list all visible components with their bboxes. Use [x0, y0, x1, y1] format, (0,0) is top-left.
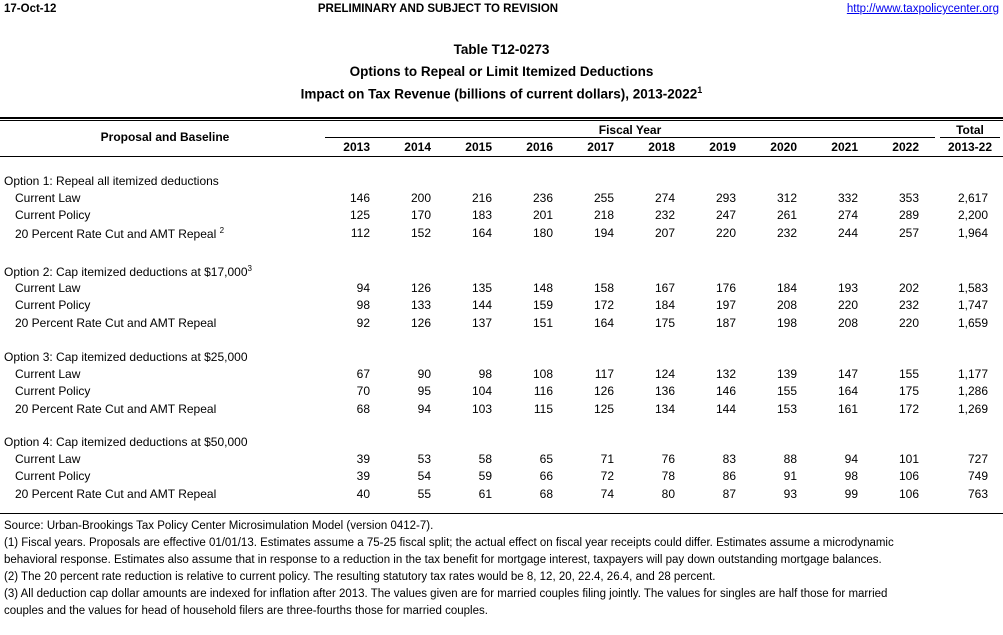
- table-cell: 98: [356, 298, 370, 312]
- table-cell: 155: [898, 367, 919, 381]
- option-title-text: Option 3: Cap itemized deductions at $25,000: [4, 350, 248, 364]
- table-cell: 91: [783, 469, 797, 483]
- table-cell: 175: [898, 384, 919, 398]
- table-cell: 144: [715, 402, 736, 416]
- table-cell: 94: [356, 281, 370, 295]
- row-label: [15, 384, 90, 398]
- status-note: PRELIMINARY AND SUBJECT TO REVISION: [317, 3, 559, 15]
- total-range-header: 2013-22: [947, 140, 993, 154]
- table-cell: 208: [776, 298, 797, 312]
- option-title-text: Option 2: Cap itemized deductions at $17,000: [4, 265, 248, 279]
- year-header: 2018: [648, 140, 675, 154]
- table-cell: 125: [593, 402, 614, 416]
- table-cell: 117: [594, 367, 614, 381]
- year-header: 2021: [831, 140, 858, 154]
- table-cell: 170: [410, 208, 431, 222]
- footnote-line: couples and the values for head of household filers are three-fourths those for married couples.: [4, 605, 488, 617]
- row-label-text: Current Law: [15, 367, 81, 381]
- table-cell: 126: [593, 384, 614, 398]
- table-cell: 80: [661, 487, 675, 501]
- table-cell: 106: [898, 469, 919, 483]
- table-cell: 40: [356, 487, 370, 501]
- row-label: [15, 469, 90, 483]
- table-cell: 76: [661, 452, 675, 466]
- table-cell: 147: [837, 367, 858, 381]
- table-cell: 207: [654, 226, 675, 240]
- table-cell: 67: [356, 367, 370, 381]
- table-cell: 289: [898, 208, 919, 222]
- table-cell: 208: [837, 316, 858, 330]
- table-cell: 159: [532, 298, 553, 312]
- table-cell: 184: [776, 281, 797, 295]
- table-cell: 126: [410, 281, 431, 295]
- option-title: [4, 350, 248, 364]
- year-header: 2015: [465, 140, 492, 154]
- table-cell: 261: [776, 208, 797, 222]
- row-label: [15, 208, 90, 222]
- table-cell: 172: [898, 402, 919, 416]
- table-cell: 293: [715, 191, 736, 205]
- table-cell: 65: [539, 452, 553, 466]
- table-cell: 87: [722, 487, 736, 501]
- header-bottom-rule: [0, 156, 1003, 157]
- bottom-rule: [0, 513, 1003, 514]
- table-cell: 95: [417, 384, 431, 398]
- table-cell: 201: [532, 208, 553, 222]
- footnote-line: (3) All deduction cap dollar amounts are indexed for inflation after 2013. The values given are for married couples filing jointly. The values for singles are half those for married: [4, 588, 888, 600]
- table-cell-total: 727: [967, 452, 988, 466]
- row-label-text: 20 Percent Rate Cut and AMT Repeal: [15, 227, 217, 241]
- table-cell: 232: [654, 208, 675, 222]
- table-cell: 126: [410, 316, 431, 330]
- table-cell: 112: [350, 226, 370, 240]
- table-cell: 151: [532, 316, 553, 330]
- table-cell: 198: [776, 316, 797, 330]
- table-cell: 106: [898, 487, 919, 501]
- table-cell: 183: [471, 208, 492, 222]
- table-cell: 53: [417, 452, 431, 466]
- year-header: 2013: [343, 140, 370, 154]
- year-header: 2020: [770, 140, 797, 154]
- table-cell-total: 1,583: [957, 281, 988, 295]
- row-label: [15, 298, 90, 312]
- table-cell: 92: [356, 316, 370, 330]
- table-cell: 274: [654, 191, 675, 205]
- table-title: Options to Repeal or Limit Itemized Deductions: [349, 64, 654, 79]
- table-cell: 220: [837, 298, 858, 312]
- table-cell: 161: [837, 402, 858, 416]
- table-cell: 133: [410, 298, 431, 312]
- table-cell: 39: [356, 469, 370, 483]
- table-cell: 152: [410, 226, 431, 240]
- row-label: [15, 402, 216, 416]
- table-subtitle: [0, 85, 1003, 102]
- table-cell: 68: [539, 487, 553, 501]
- table-cell: 197: [715, 298, 736, 312]
- table-cell: 218: [593, 208, 614, 222]
- table-cell: 135: [471, 281, 492, 295]
- table-cell: 220: [898, 316, 919, 330]
- table-cell: 66: [539, 469, 553, 483]
- table-cell-total: 1,286: [957, 384, 988, 398]
- footnote-line: Source: Urban-Brookings Tax Policy Center Microsimulation Model (version 0412-7).: [4, 520, 434, 532]
- table-cell: 136: [654, 384, 675, 398]
- total-header-rule: [940, 137, 1000, 138]
- row-footnote-ref: 2: [219, 226, 225, 235]
- row-label-text: 20 Percent Rate Cut and AMT Repeal: [15, 402, 217, 416]
- fiscal-year-header: Fiscal Year: [598, 123, 662, 137]
- row-label-text: 20 Percent Rate Cut and AMT Repeal: [15, 316, 217, 330]
- table-cell: 139: [776, 367, 797, 381]
- table-cell: 164: [837, 384, 858, 398]
- table-cell: 86: [722, 469, 736, 483]
- table-cell: 184: [654, 298, 675, 312]
- table-cell: 70: [356, 384, 370, 398]
- row-label: [15, 487, 216, 501]
- table-cell: 103: [471, 402, 492, 416]
- table-cell-total: 1,177: [957, 367, 988, 381]
- table-cell: 83: [722, 452, 736, 466]
- table-cell: 148: [532, 281, 553, 295]
- table-cell: 257: [898, 226, 919, 240]
- table-cell: 74: [600, 487, 614, 501]
- row-label: [15, 367, 80, 381]
- table-cell-total: 749: [967, 469, 988, 483]
- table-cell: 101: [898, 452, 919, 466]
- table-cell: 125: [349, 208, 370, 222]
- table-cell: 99: [844, 487, 858, 501]
- row-label-text: Current Law: [15, 191, 81, 205]
- option-title: [4, 174, 219, 188]
- table-cell: 158: [593, 281, 614, 295]
- option-title-text: Option 4: Cap itemized deductions at $50,000: [4, 435, 248, 449]
- table-cell: 98: [844, 469, 858, 483]
- table-cell: 247: [715, 208, 736, 222]
- row-label: [15, 191, 80, 205]
- year-header: 2019: [709, 140, 736, 154]
- row-label-text: Current Policy: [15, 208, 91, 222]
- row-label: [15, 281, 80, 295]
- top-rule: [0, 117, 1003, 119]
- table-cell: 200: [410, 191, 431, 205]
- table-cell: 216: [471, 191, 492, 205]
- table-cell: 58: [478, 452, 492, 466]
- table-cell: 71: [600, 452, 614, 466]
- table-cell: 124: [654, 367, 675, 381]
- website-link[interactable]: http://www.taxpolicycenter.org: [846, 3, 999, 15]
- table-id: Table T12-0273: [453, 42, 550, 57]
- table-cell: 93: [783, 487, 797, 501]
- table-cell: 202: [898, 281, 919, 295]
- table-cell-total: 1,269: [957, 402, 988, 416]
- table-cell-total: 763: [967, 487, 988, 501]
- fiscal-year-rule: [325, 137, 935, 138]
- table-cell-total: 1,747: [957, 298, 988, 312]
- table-cell: 108: [532, 367, 553, 381]
- footnote-line: (1) Fiscal years. Proposals are effective 01/01/13. Estimates assume a 75-25 fiscal split; the actual effect on fiscal year receipts could differ. Estimates assume a microdynamic: [4, 537, 894, 549]
- table-cell: 155: [776, 384, 797, 398]
- table-cell: 255: [593, 191, 614, 205]
- table-cell: 146: [715, 384, 736, 398]
- top-rule-thin: [0, 120, 1003, 121]
- table-cell: 144: [471, 298, 492, 312]
- table-cell: 132: [715, 367, 736, 381]
- table-cell: 137: [471, 316, 492, 330]
- table-cell: 274: [837, 208, 858, 222]
- option-title: [4, 435, 248, 449]
- table-cell: 175: [654, 316, 675, 330]
- table-cell: 54: [417, 469, 431, 483]
- row-label-text: Current Law: [15, 452, 81, 466]
- table-cell: 72: [600, 469, 614, 483]
- row-label-text: 20 Percent Rate Cut and AMT Repeal: [15, 487, 217, 501]
- table-cell: 55: [417, 487, 431, 501]
- year-header: 2014: [404, 140, 431, 154]
- option-title: [4, 264, 252, 279]
- row-label: [15, 226, 224, 241]
- table-cell: 180: [532, 226, 553, 240]
- table-cell: 312: [776, 191, 797, 205]
- table-cell: 98: [478, 367, 492, 381]
- subtitle-footnote-ref: 1: [697, 85, 703, 95]
- table-cell: 232: [898, 298, 919, 312]
- total-header: Total: [956, 123, 984, 137]
- footnote-line: behavioral response. Estimates also assume that in response to a reduction in the tax benefit for mortgage interest, taxpayers will pay down outstanding mortgage balances.: [4, 554, 882, 566]
- table-cell: 176: [715, 281, 736, 295]
- table-cell: 193: [837, 281, 858, 295]
- table-cell-total: 1,964: [957, 226, 988, 240]
- table-cell: 164: [593, 316, 614, 330]
- table-cell: 172: [593, 298, 614, 312]
- table-subtitle-text: Impact on Tax Revenue (billions of current dollars), 2013-2022: [300, 86, 698, 102]
- year-header: 2017: [587, 140, 614, 154]
- row-label-text: Current Law: [15, 281, 81, 295]
- table-cell: 78: [661, 469, 675, 483]
- row-label-text: Current Policy: [15, 469, 91, 483]
- table-cell-total: 2,617: [957, 191, 988, 205]
- footnote-line: (2) The 20 percent rate reduction is relative to current policy. The resulting statutory tax rates would be 8, 12, 20, 22.4, 26.4, and 28 percent.: [4, 571, 716, 583]
- proposal-header: Proposal and Baseline: [100, 130, 230, 144]
- table-cell: 164: [471, 226, 492, 240]
- table-cell: 236: [532, 191, 553, 205]
- table-cell: 59: [478, 469, 492, 483]
- table-cell-total: 1,659: [957, 316, 988, 330]
- table-cell: 61: [478, 487, 492, 501]
- table-cell: 232: [776, 226, 797, 240]
- row-label: [15, 316, 216, 330]
- table-cell: 68: [356, 402, 370, 416]
- table-cell: 244: [837, 226, 858, 240]
- table-cell: 134: [654, 402, 675, 416]
- table-cell: 104: [471, 384, 492, 398]
- table-cell: 194: [593, 226, 614, 240]
- year-header: 2016: [526, 140, 553, 154]
- table-cell: 94: [417, 402, 431, 416]
- row-label-text: Current Policy: [15, 384, 91, 398]
- table-cell: 115: [533, 402, 553, 416]
- year-header: 2022: [892, 140, 919, 154]
- table-cell: 332: [837, 191, 858, 205]
- row-label: [15, 452, 80, 466]
- table-cell: 220: [715, 226, 736, 240]
- option-title-text: Option 1: Repeal all itemized deductions: [4, 174, 219, 188]
- table-cell-total: 2,200: [957, 208, 988, 222]
- table-cell: 146: [349, 191, 370, 205]
- table-cell: 39: [356, 452, 370, 466]
- table-cell: 90: [417, 367, 431, 381]
- option-title-footnote-ref: 3: [247, 264, 252, 273]
- table-cell: 116: [533, 384, 553, 398]
- table-cell: 88: [783, 452, 797, 466]
- report-date: 17-Oct-12: [4, 3, 57, 15]
- table-cell: 187: [715, 316, 736, 330]
- table-cell: 94: [844, 452, 858, 466]
- table-cell: 353: [898, 191, 919, 205]
- table-cell: 153: [776, 402, 797, 416]
- table-cell: 167: [654, 281, 675, 295]
- row-label-text: Current Policy: [15, 298, 91, 312]
